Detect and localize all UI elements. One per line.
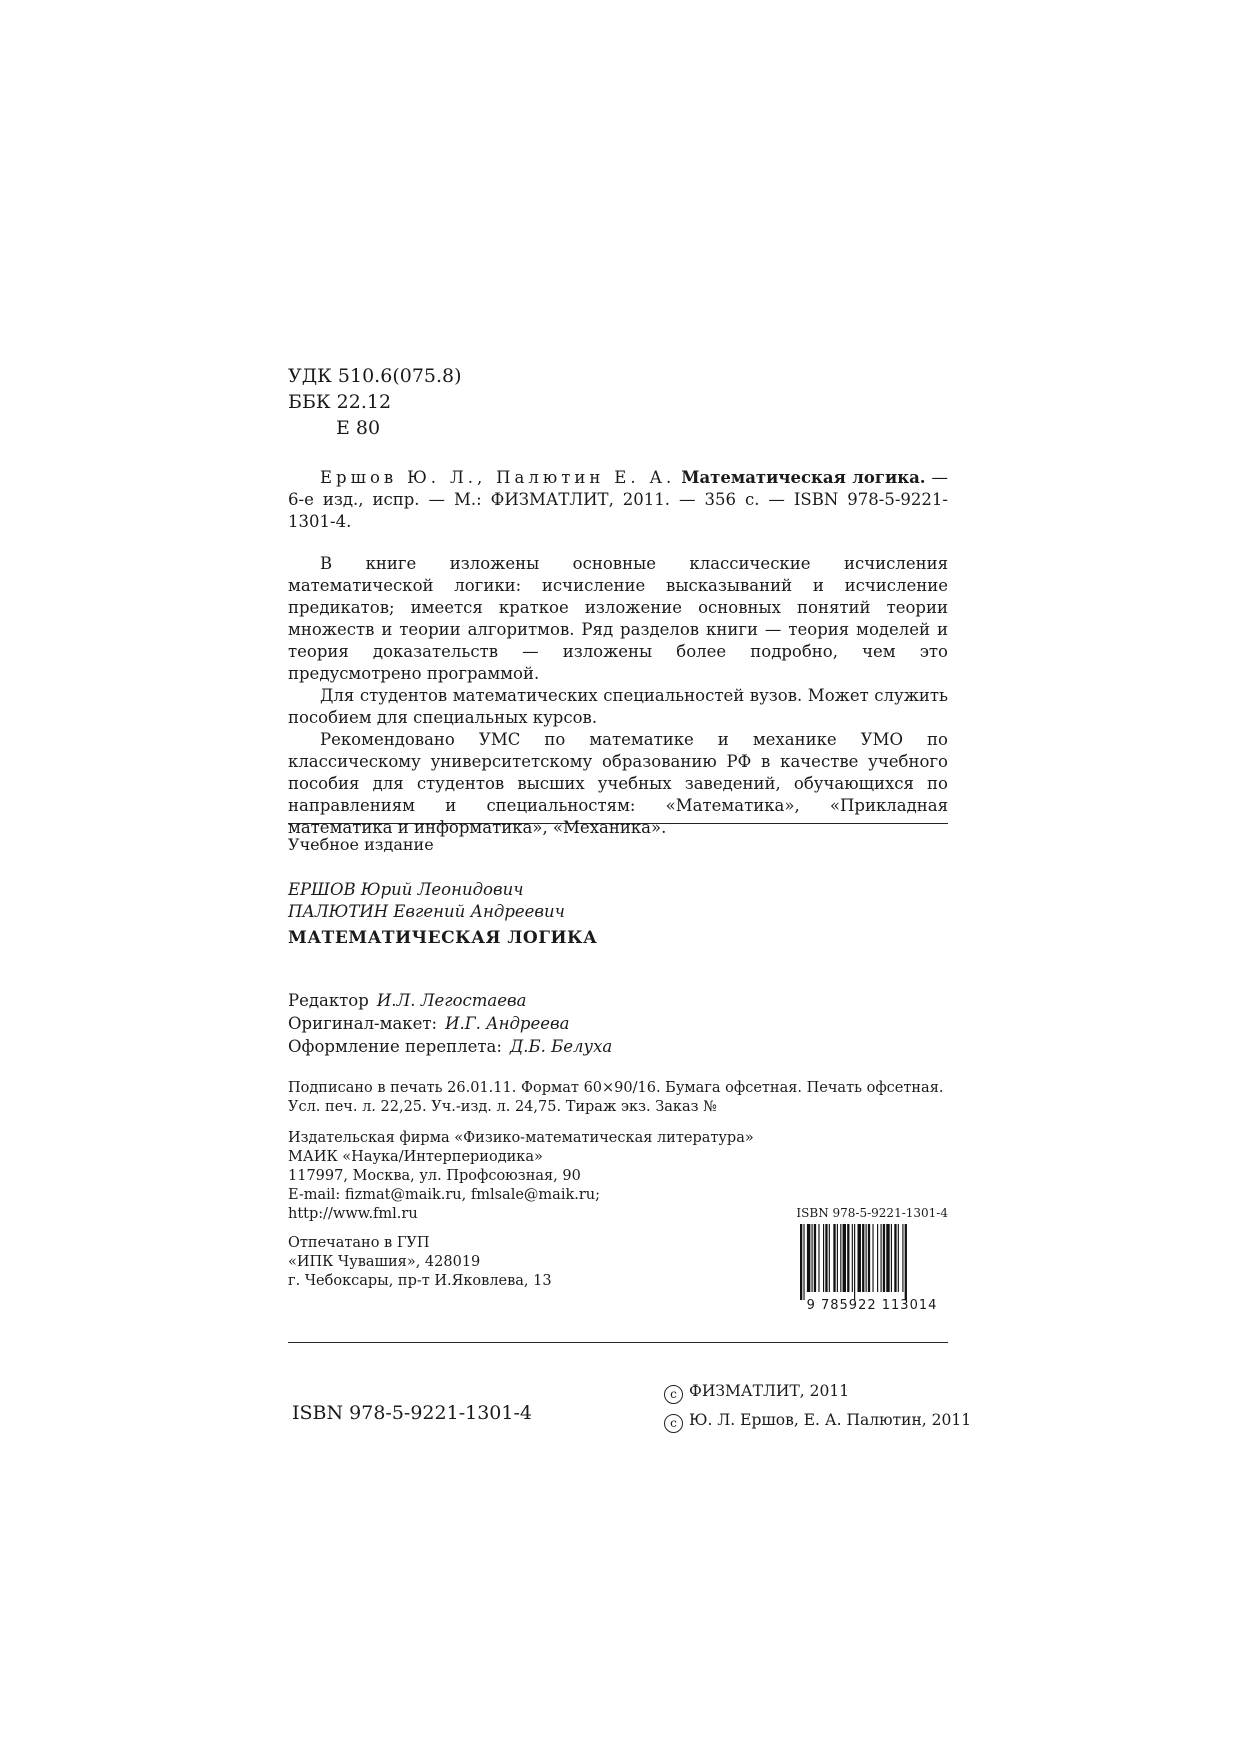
author-1 xyxy=(288,879,565,901)
copyright-line-2 xyxy=(664,1406,971,1435)
credit-role: Редактор xyxy=(288,991,369,1010)
publisher-line-2: МАИК «Наука/Интерпериодика» xyxy=(288,1149,543,1165)
copyright-holder-1: ФИЗМАТЛИТ, 2011 xyxy=(689,1382,850,1400)
author-2-given: Евгений Андреевич xyxy=(393,902,565,921)
credit-cover xyxy=(288,1035,612,1058)
credit-name: И.Г. Андреева xyxy=(445,1014,570,1033)
copyright-icon: c xyxy=(664,1414,683,1433)
credit-role: Оформление переплета: xyxy=(288,1037,502,1056)
author-1-surname: ЕРШОВ xyxy=(288,880,356,899)
publisher-info xyxy=(288,1129,754,1224)
barcode-block xyxy=(796,1206,948,1313)
author-mark: Е 80 xyxy=(336,417,381,439)
annotation-paragraph-1: В книге изложены основные классические исчисления математической логики: исчисление высказываний и исчисление предикатов; имеется краткое изложение основных понятий теории множеств и теории алгоритмов. Ряд разделов книги — теория моделей и теория доказательств — изложены более подробно, чем это предусмотрено программой. xyxy=(288,554,948,683)
printer-line-1: Отпечатано в ГУП xyxy=(288,1235,430,1251)
bib-authors: Ершов Ю. Л., Палютин Е. А. xyxy=(320,468,676,487)
bib-details-1: — 6-е изд., xyxy=(288,468,948,509)
publisher-email: E-mail: fizmat@maik.ru, fmlsale@maik.ru; xyxy=(288,1187,601,1203)
annotation-paragraph-3: Рекомендовано УМС по математике и механике УМО по классическому университетскому образованию РФ в качестве учебного пособия для студентов высших учебных заведений, обучающихся по направлениям и специальностям: «Математика», «Прикладная математика и информатика», «Механика». xyxy=(288,730,948,837)
author-1-given: Юрий Леонидович xyxy=(360,880,524,899)
edition-type: Учебное издание xyxy=(288,835,434,854)
barcode-digits: 9 785922 113014 xyxy=(806,1298,938,1313)
print-info-line-2: Усл. печ. л. 22,25. Уч.-изд. л. 24,75. Тираж экз. Заказ № xyxy=(288,1099,717,1115)
credit-layout xyxy=(288,1012,612,1035)
publisher-address: 117997, Москва, ул. Профсоюзная, 90 xyxy=(288,1168,581,1184)
copyright-holder-2: Ю. Л. Ершов, Е. А. Палютин, 2011 xyxy=(689,1411,972,1429)
annotation-block xyxy=(288,467,948,839)
printer-line-3: г. Чебоксары, пр-т И.Яковлева, 13 xyxy=(288,1273,552,1289)
bib-title: Математическая логика. xyxy=(681,468,926,487)
bibliographic-description xyxy=(288,467,948,533)
copyright-block xyxy=(664,1377,971,1435)
print-info xyxy=(288,1079,943,1117)
top-divider xyxy=(288,823,948,824)
authors-full xyxy=(288,879,565,923)
credit-role: Оригинал-макет: xyxy=(288,1014,438,1033)
credit-name: Д.Б. Белуха xyxy=(509,1037,613,1056)
classification-block xyxy=(288,363,462,441)
book-title: МАТЕМАТИЧЕСКАЯ ЛОГИКА xyxy=(288,928,598,948)
credits-block xyxy=(288,989,612,1058)
bib-details-2: испр. — М.: ФИЗМАТЛИТ, 2011. — 356 с. — ISBN 978-5-9221-1301-4. xyxy=(288,490,948,531)
copyright-icon: c xyxy=(664,1385,683,1404)
printer-line-2: «ИПК Чувашия», 428019 xyxy=(288,1254,481,1270)
udk-code: УДК 510.6(075.8) xyxy=(288,365,462,387)
annotation-paragraph-2: Для студентов математических специальностей вузов. Может служить пособием для специальных курсов. xyxy=(288,686,948,727)
publisher-line-1: Издательская фирма «Физико-математическая литература» xyxy=(288,1130,754,1146)
copyright-line-1 xyxy=(664,1377,971,1406)
print-info-line-1: Подписано в печать 26.01.11. Формат 60×90/16. Бумага офсетная. Печать офсетная. xyxy=(288,1080,944,1096)
bbk-code: ББК 22.12 xyxy=(288,391,392,413)
credit-name: И.Л. Легостаева xyxy=(376,991,527,1010)
credit-editor xyxy=(288,989,612,1012)
author-2 xyxy=(288,901,565,923)
author-2-surname: ПАЛЮТИН xyxy=(288,902,389,921)
isbn-main: ISBN 978-5-9221-1301-4 xyxy=(292,1402,532,1424)
barcode-isbn-label: ISBN 978-5-9221-1301-4 xyxy=(796,1206,948,1220)
bottom-divider xyxy=(288,1342,948,1343)
publisher-website: http://www.fml.ru xyxy=(288,1206,418,1222)
barcode-icon xyxy=(796,1224,948,1300)
printer-info xyxy=(288,1234,552,1291)
